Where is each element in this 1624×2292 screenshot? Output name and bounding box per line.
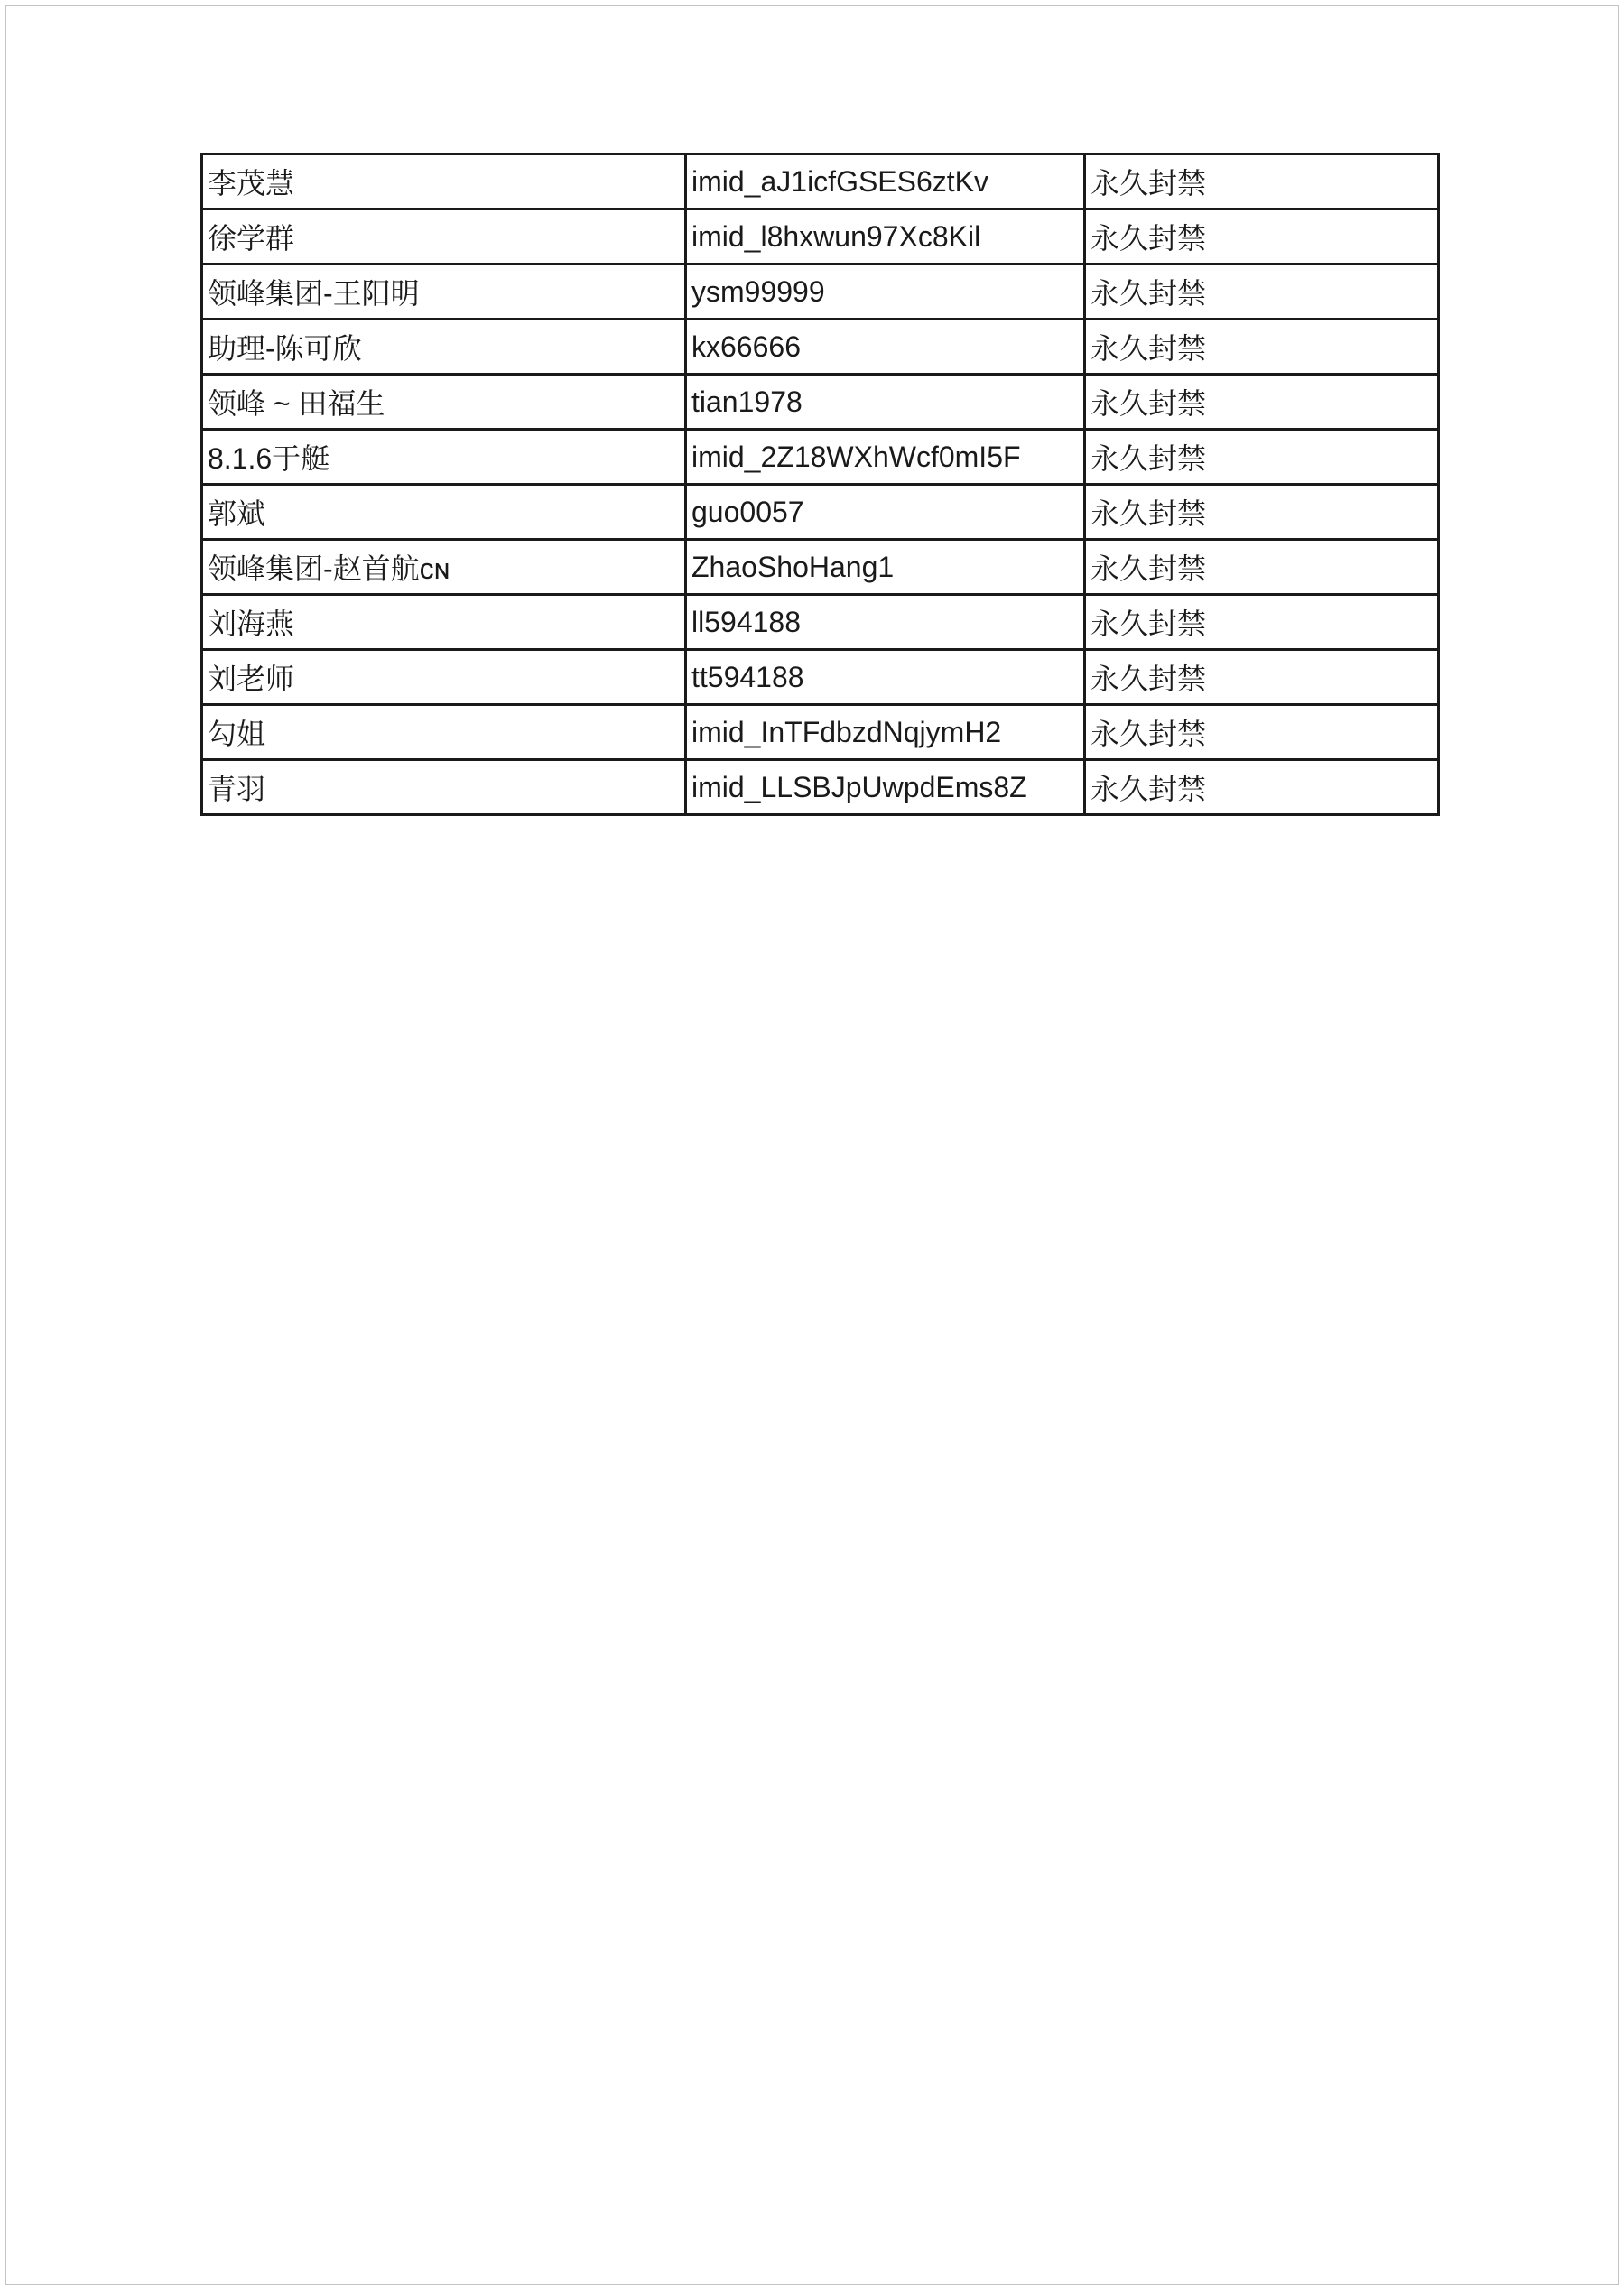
- status-cell: 永久封禁: [1085, 485, 1439, 540]
- status-cell: 永久封禁: [1085, 375, 1439, 430]
- table-row: [202, 375, 1439, 430]
- table-row: [202, 540, 1439, 595]
- status-cell: 永久封禁: [1085, 264, 1439, 320]
- name-cell: 8.1.6于艇: [202, 430, 686, 485]
- account-id-cell: imid_LLSBJpUwpdEms8Z: [686, 760, 1085, 815]
- status-cell: 永久封禁: [1085, 209, 1439, 264]
- table-row: [202, 320, 1439, 375]
- table-row: [202, 705, 1439, 760]
- account-id-cell: tian1978: [686, 375, 1085, 430]
- status-cell: 永久封禁: [1085, 154, 1439, 209]
- account-id-cell: imid_2Z18WXhWcf0mI5F: [686, 430, 1085, 485]
- account-id-cell: kx66666: [686, 320, 1085, 375]
- table-row: [202, 760, 1439, 815]
- name-cell: 郭斌: [202, 485, 686, 540]
- account-id-cell: ysm99999: [686, 264, 1085, 320]
- status-cell: 永久封禁: [1085, 320, 1439, 375]
- table-row: [202, 650, 1439, 705]
- account-id-cell: ll594188: [686, 595, 1085, 650]
- table-row: [202, 430, 1439, 485]
- account-id-cell: imid_InTFdbzdNqjymH2: [686, 705, 1085, 760]
- name-cell: 领峰 ~ 田福生: [202, 375, 686, 430]
- status-cell: 永久封禁: [1085, 595, 1439, 650]
- account-id-cell: ZhaoShoHang1: [686, 540, 1085, 595]
- name-cell: 刘老师: [202, 650, 686, 705]
- account-id-cell: imid_aJ1icfGSES6ztKv: [686, 154, 1085, 209]
- table-body: [202, 154, 1439, 815]
- name-cell: 青羽: [202, 760, 686, 815]
- status-cell: 永久封禁: [1085, 430, 1439, 485]
- name-cell: 勾姐: [202, 705, 686, 760]
- document-page: [5, 5, 1619, 2285]
- account-id-cell: tt594188: [686, 650, 1085, 705]
- table-row: [202, 485, 1439, 540]
- status-cell: 永久封禁: [1085, 760, 1439, 815]
- table-row: [202, 264, 1439, 320]
- account-id-cell: imid_l8hxwun97Xc8Kil: [686, 209, 1085, 264]
- table-row: [202, 154, 1439, 209]
- account-id-cell: guo0057: [686, 485, 1085, 540]
- table-row: [202, 209, 1439, 264]
- status-cell: 永久封禁: [1085, 705, 1439, 760]
- table-row: [202, 595, 1439, 650]
- name-cell: 刘海燕: [202, 595, 686, 650]
- name-cell: 领峰集团-赵首航ᴄɴ: [202, 540, 686, 595]
- status-cell: 永久封禁: [1085, 540, 1439, 595]
- name-cell: 领峰集团-王阳明: [202, 264, 686, 320]
- banned-accounts-table: [200, 153, 1440, 816]
- status-cell: 永久封禁: [1085, 650, 1439, 705]
- name-cell: 徐学群: [202, 209, 686, 264]
- name-cell: 助理-陈可欣: [202, 320, 686, 375]
- name-cell: 李茂慧: [202, 154, 686, 209]
